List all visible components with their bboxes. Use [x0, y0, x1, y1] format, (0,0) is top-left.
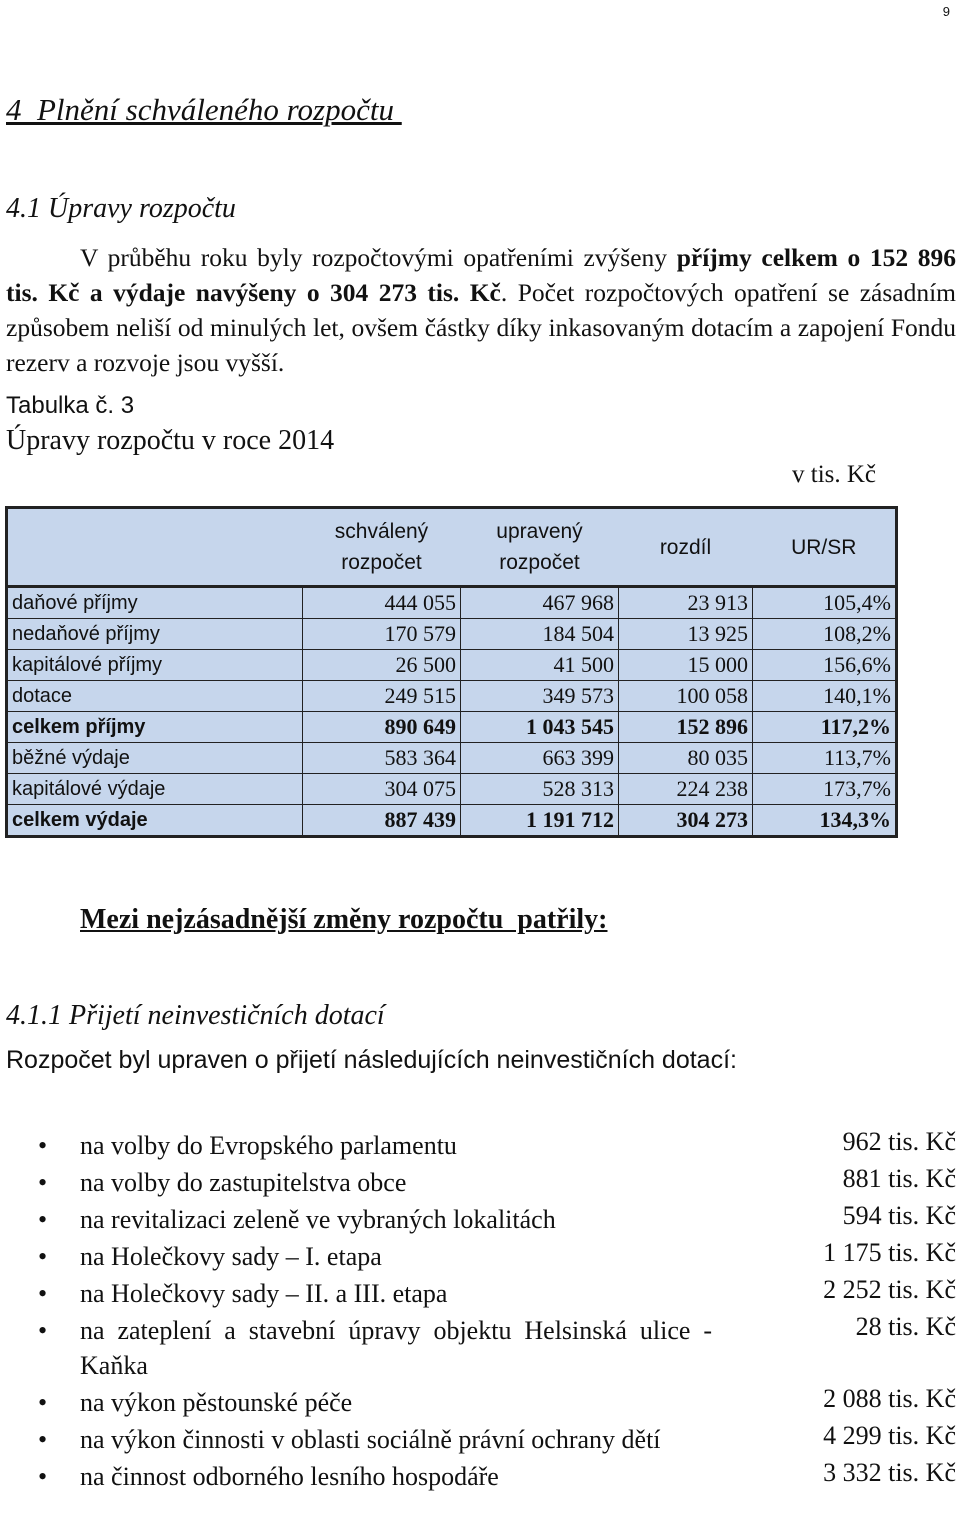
grant-description: na revitalizaci zeleně ve vybraných lokalitách	[80, 1205, 556, 1234]
page-number: 9	[942, 4, 950, 19]
table-label: Tabulka č. 3	[6, 392, 135, 419]
changes-heading: Mezi nejzásadnější změny rozpočtu patřily:	[80, 904, 608, 935]
value-cell: 467 968	[461, 587, 619, 619]
budget-table	[5, 506, 898, 838]
value-cell: 152 896	[619, 712, 753, 743]
table-caption: Úpravy rozpočtu v roce 2014	[6, 425, 335, 456]
grant-amount: 4 299 tis. Kč	[823, 1421, 956, 1450]
grant-description: na výkon pěstounské péče	[80, 1388, 353, 1417]
row-label-cell: celkem příjmy	[7, 712, 303, 743]
intro-paragraph	[6, 240, 956, 380]
bullet-icon: •	[38, 1242, 48, 1271]
value-cell: 41 500	[461, 650, 619, 681]
value-cell: 23 913	[619, 587, 753, 619]
grant-amount: 3 332 tis. Kč	[823, 1458, 956, 1487]
grant-description: na výkon činnosti v oblasti sociálně právní ochrany dětí	[80, 1425, 661, 1454]
table-row	[7, 805, 897, 837]
grant-item	[0, 1459, 960, 1494]
value-cell: 1 191 712	[461, 805, 619, 837]
value-cell: 108,2%	[753, 619, 897, 650]
bullet-icon: •	[38, 1131, 48, 1160]
value-cell: 105,4%	[753, 587, 897, 619]
row-label-cell: běžné výdaje	[7, 743, 303, 774]
paragraph-part1: V průběhu roku byly rozpočtovými opatřeními zvýšeny	[80, 243, 677, 272]
grant-amount: 28 tis. Kč	[855, 1312, 956, 1341]
grant-amount: 962 tis. Kč	[842, 1127, 956, 1156]
row-label-cell: nedaňové příjmy	[7, 619, 303, 650]
row-label-cell: kapitálové příjmy	[7, 650, 303, 681]
bullet-icon: •	[38, 1388, 48, 1417]
bullet-icon: •	[38, 1425, 48, 1454]
grant-amount: 881 tis. Kč	[842, 1164, 956, 1193]
row-label-cell: celkem výdaje	[7, 805, 303, 837]
table-row	[7, 774, 897, 805]
bullet-icon: •	[38, 1316, 48, 1345]
value-cell: 583 364	[303, 743, 461, 774]
value-cell: 117,2%	[753, 712, 897, 743]
grant-list	[0, 1128, 960, 1496]
grant-description: na volby do Evropského parlamentu	[80, 1131, 457, 1160]
grant-description: na zateplení a stavební úpravy objektu Helsinská ulice - Kaňka	[80, 1316, 712, 1380]
grant-description: na volby do zastupitelstva obce	[80, 1168, 407, 1197]
value-cell: 184 504	[461, 619, 619, 650]
value-cell: 249 515	[303, 681, 461, 712]
table-row	[7, 650, 897, 681]
grant-amount: 1 175 tis. Kč	[823, 1238, 956, 1267]
value-cell: 224 238	[619, 774, 753, 805]
row-label-cell: kapitálové výdaje	[7, 774, 303, 805]
value-cell: 80 035	[619, 743, 753, 774]
value-cell: 13 925	[619, 619, 753, 650]
table-unit: v tis. Kč	[792, 461, 877, 488]
paragraph-bold-totals: příjmy celkem o 152 896 tis. Kč a výdaje navýšeny o 304 273 tis. Kč	[6, 243, 957, 307]
grant-item	[0, 1313, 960, 1383]
value-cell: 304 273	[619, 805, 753, 837]
grant-amount: 2 252 tis. Kč	[823, 1275, 956, 1304]
header-cell: schválený rozpočet	[303, 508, 461, 587]
grant-description: na Holečkovy sady – I. etapa	[80, 1242, 382, 1271]
grant-item	[0, 1128, 960, 1163]
value-cell: 156,6%	[753, 650, 897, 681]
value-cell: 113,7%	[753, 743, 897, 774]
grant-description: na činnost odborného lesního hospodáře	[80, 1462, 499, 1491]
table-row	[7, 619, 897, 650]
grant-item	[0, 1385, 960, 1420]
table-header-row	[7, 508, 897, 587]
grant-item	[0, 1165, 960, 1200]
table-row	[7, 712, 897, 743]
grants-intro: Rozpočet byl upraven o přijetí následujících neinvestičních dotací:	[6, 1046, 737, 1074]
table-body	[7, 587, 897, 837]
value-cell: 1 043 545	[461, 712, 619, 743]
value-cell: 444 055	[303, 587, 461, 619]
chapter-heading: 4 Plnění schváleného rozpočtu	[6, 92, 402, 127]
bullet-icon: •	[38, 1462, 48, 1491]
section-heading: 4.1 Úpravy rozpočtu	[6, 193, 236, 224]
table-row	[7, 681, 897, 712]
value-cell: 887 439	[303, 805, 461, 837]
grant-item	[0, 1276, 960, 1311]
value-cell: 100 058	[619, 681, 753, 712]
value-cell: 349 573	[461, 681, 619, 712]
value-cell: 304 075	[303, 774, 461, 805]
header-cell: upravený rozpočet	[461, 508, 619, 587]
header-cell: UR/SR	[753, 508, 897, 587]
header-cell	[7, 508, 303, 587]
grant-amount: 2 088 tis. Kč	[823, 1384, 956, 1413]
grant-item	[0, 1422, 960, 1457]
value-cell: 173,7%	[753, 774, 897, 805]
value-cell: 663 399	[461, 743, 619, 774]
grant-amount: 594 tis. Kč	[842, 1201, 956, 1230]
bullet-icon: •	[38, 1279, 48, 1308]
value-cell: 528 313	[461, 774, 619, 805]
value-cell: 26 500	[303, 650, 461, 681]
value-cell: 170 579	[303, 619, 461, 650]
grant-item	[0, 1202, 960, 1237]
row-label-cell: dotace	[7, 681, 303, 712]
subsection-heading: 4.1.1 Přijetí neinvestičních dotací	[6, 1000, 385, 1031]
header-cell: rozdíl	[619, 508, 753, 587]
bullet-icon: •	[38, 1168, 48, 1197]
paragraph-part2: . Počet rozpočtových opatření se zásadním způsobem neliší od minulých let, ovšem částky díky inkasovaným dotacím a zapojení Fondu rezerv a rozvoje jsou vyšší.	[6, 278, 956, 377]
row-label-cell: daňové příjmy	[7, 587, 303, 619]
grant-item	[0, 1239, 960, 1274]
bullet-icon: •	[38, 1205, 48, 1234]
table-row	[7, 743, 897, 774]
value-cell: 15 000	[619, 650, 753, 681]
value-cell: 134,3%	[753, 805, 897, 837]
grant-description: na Holečkovy sady – II. a III. etapa	[80, 1279, 448, 1308]
table-row	[7, 587, 897, 619]
value-cell: 140,1%	[753, 681, 897, 712]
value-cell: 890 649	[303, 712, 461, 743]
